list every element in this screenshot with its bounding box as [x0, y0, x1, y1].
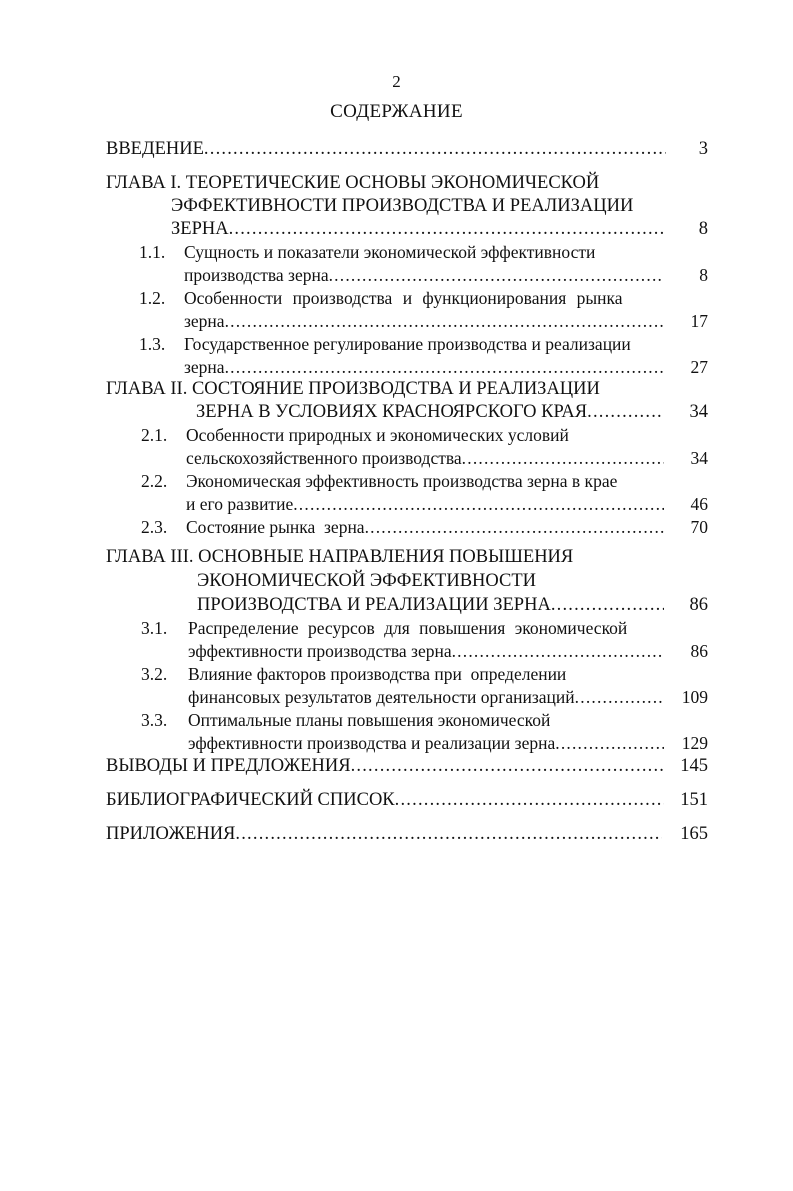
toc-page-number: 145 — [680, 756, 708, 776]
toc-page-number: 165 — [680, 824, 708, 844]
toc-page-number: 27 — [690, 357, 708, 377]
toc-page-number: 129 — [681, 733, 708, 753]
toc-section-title: зерна — [184, 357, 225, 377]
toc-section-1-3-line-2 — [0, 355, 793, 379]
toc-page-number: 34 — [690, 448, 708, 468]
toc-section-number: 2.3. — [141, 517, 168, 537]
toc-section-1-2[interactable] — [0, 286, 793, 310]
toc-page-number: 86 — [690, 641, 708, 661]
toc-section-number: 1.2. — [139, 288, 166, 308]
toc-section-title: Оптимальные планы повышения экономической — [188, 710, 551, 730]
toc-section-title: Влияние факторов производства при определении — [188, 664, 567, 684]
toc-section-2-1[interactable] — [0, 423, 793, 447]
toc-section-title: финансовых результатов деятельности организаций — [188, 687, 575, 707]
toc-entry-label: ПРИЛОЖЕНИЯ — [106, 824, 236, 844]
toc-section-number: 3.3. — [141, 710, 168, 730]
toc-section-3-3-line-2 — [0, 731, 793, 755]
page-number: 2 — [392, 72, 401, 91]
toc-section-2-2[interactable] — [0, 469, 793, 493]
toc-chapter-1-line-3 — [0, 217, 793, 241]
toc-section-title: и его развитие — [186, 494, 294, 514]
toc-chapter-title: ПРОИЗВОДСТВА И РЕАЛИЗАЦИИ ЗЕРНА — [197, 595, 551, 615]
toc-section-1-1[interactable] — [0, 240, 793, 264]
toc-section-3-3[interactable] — [0, 708, 793, 732]
toc-entry-appendices[interactable] — [0, 822, 793, 846]
toc-section-2-3[interactable] — [0, 515, 793, 539]
toc-entry-label: ВВЕДЕНИЕ — [106, 139, 204, 159]
toc-chapter-3-line-3 — [0, 593, 793, 617]
toc-chapter-1-line-2 — [0, 194, 793, 218]
toc-chapter-title: ЭКОНОМИЧЕСКОЙ ЭФФЕКТИВНОСТИ — [197, 571, 536, 591]
toc-section-3-2[interactable] — [0, 662, 793, 686]
toc-section-3-2-line-2 — [0, 685, 793, 709]
toc-page-number: 46 — [690, 494, 708, 514]
toc-page-number: 70 — [690, 517, 708, 537]
toc-chapter-1-line-1[interactable] — [0, 171, 793, 195]
toc-chapter-title: ГЛАВА III. ОСНОВНЫЕ НАПРАВЛЕНИЯ ПОВЫШЕНИЯ — [106, 547, 574, 567]
toc-chapter-2-line-2 — [0, 400, 793, 424]
toc-chapter-title: ЗЕРНА — [171, 219, 229, 239]
toc-section-2-2-line-2 — [0, 492, 793, 516]
toc-section-3-1-line-2 — [0, 639, 793, 663]
toc-section-number: 1.1. — [139, 242, 166, 262]
toc-section-title: Государственное регулирование производства и реализации — [184, 334, 631, 354]
toc-chapter-title: ЭФФЕКТИВНОСТИ ПРОИЗВОДСТВА И РЕАЛИЗАЦИИ — [171, 196, 634, 216]
toc-entry-label: ВЫВОДЫ И ПРЕДЛОЖЕНИЯ — [106, 756, 351, 776]
toc-section-number: 3.2. — [141, 664, 168, 684]
toc-page-number: 17 — [690, 311, 708, 331]
toc-entry-intro[interactable] — [0, 137, 793, 161]
toc-section-title: Распределение ресурсов для повышения экономической — [188, 618, 628, 638]
toc-section-number: 2.1. — [141, 425, 168, 445]
toc-chapter-title: ГЛАВА II. СОСТОЯНИЕ ПРОИЗВОДСТВА И РЕАЛИЗАЦИИ — [106, 379, 600, 399]
toc-section-title: Экономическая эффективность производства зерна в крае — [186, 471, 618, 491]
toc-entry-bibliography[interactable] — [0, 788, 793, 812]
toc-section-2-1-line-2 — [0, 446, 793, 470]
toc-chapter-3-line-1[interactable] — [0, 545, 793, 569]
page-title: СОДЕРЖАНИЕ — [330, 101, 463, 122]
toc-chapter-title: ГЛАВА I. ТЕОРЕТИЧЕСКИЕ ОСНОВЫ ЭКОНОМИЧЕСКОЙ — [106, 173, 600, 193]
toc-section-title: сельскохозяйственного производства — [186, 448, 462, 468]
toc-section-title: Особенности производства и функционирования рынка — [184, 288, 623, 308]
toc-entry-label: БИБЛИОГРАФИЧЕСКИЙ СПИСОК — [106, 790, 395, 810]
toc-section-title: эффективности производства и реализации зерна — [188, 733, 556, 753]
toc-section-title: Сущность и показатели экономической эффективности — [184, 242, 596, 262]
toc-section-title: Особенности природных и экономических условий — [186, 425, 569, 445]
toc-section-1-1-line-2 — [0, 263, 793, 287]
toc-section-1-2-line-2 — [0, 309, 793, 333]
toc-chapter-2-line-1[interactable] — [0, 377, 793, 401]
toc-section-title: Состояние рынка зерна — [186, 517, 365, 537]
toc-chapter-title: ЗЕРНА В УСЛОВИЯХ КРАСНОЯРСКОГО КРАЯ — [196, 402, 588, 422]
toc-page-number: 109 — [681, 687, 708, 707]
toc-section-title: зерна — [184, 311, 225, 331]
toc-page-number: 86 — [689, 595, 708, 615]
toc-page-number: 8 — [699, 265, 708, 285]
toc-page-number: 3 — [698, 139, 708, 159]
toc-page-number: 151 — [680, 790, 708, 810]
toc-section-title: эффективности производства зерна — [188, 641, 452, 661]
toc-entry-conclusions[interactable] — [0, 754, 793, 778]
toc-section-3-1[interactable] — [0, 616, 793, 640]
toc-section-title: производства зерна — [184, 265, 329, 285]
toc-section-1-3[interactable] — [0, 332, 793, 356]
toc-chapter-3-line-2 — [0, 569, 793, 593]
toc-section-number: 3.1. — [141, 618, 168, 638]
toc-page-number: 8 — [698, 219, 708, 239]
toc-section-number: 1.3. — [139, 334, 166, 354]
toc-page-number: 34 — [689, 402, 708, 422]
toc-section-number: 2.2. — [141, 471, 168, 491]
